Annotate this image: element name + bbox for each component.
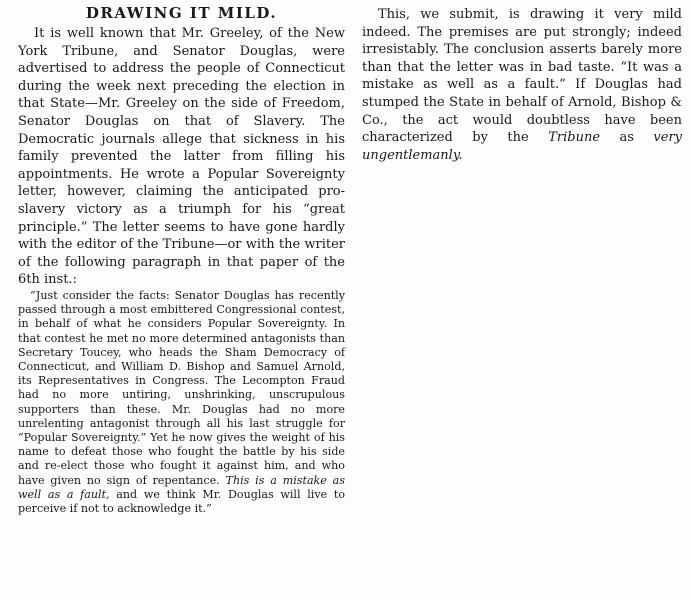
- article-headline: DRAWING IT MILD.: [85, 4, 278, 22]
- paragraph-2-text: This, we submit, is drawing it very mild indeed. The premises are put strongly; indeed irresistably. The conclusion asserts barely more than that the letter was in bad taste. “It was a mistake as well as a fault.” If Douglas had stumped the State in behalf of Arnold, Bishop & Co., the act would doubtless have been characterized by the: [362, 7, 682, 146]
- left-column: [18, 0, 345, 516]
- quote-text: “Just consider the facts: Senator Douglas has recently passed through a most embittered Congressional contest, in behalf of what he considers Popular Sovereignty. In that contest he met no more determined antagonists than Secretary Toucey, who heads the Sham Democracy of Connecticut, and William D. Bishop and Samuel Arnold, its Representatives in Congress. The Lecompton Fraud had no more untiring, unshrinking, unscrupulous supporters than these. Mr. Douglas had no more unrelenting antagonist through all his last struggle for “Popular Sovereignty.” Yet he now gives the weight of his name to defeat those who fought the battle by his side and re-elect those who fought it against him, and who have given no sign of repentance.: [18, 288, 345, 487]
- paragraph-2-connector: as: [619, 130, 634, 146]
- tribune-italic: Tribune: [548, 130, 601, 146]
- very-ungentlemanly-italic: very ungentlemanly.: [362, 130, 683, 163]
- tribune-quote: [18, 289, 345, 516]
- article-paragraph-2: [362, 6, 682, 164]
- right-column: [362, 6, 682, 164]
- quote-ending: and we think Mr. Douglas will live to perceive if not to acknowledge it.”: [18, 487, 345, 515]
- quote-italic-phrase: This is a mistake as well as a fault,: [18, 473, 345, 501]
- article-paragraph-1: It is well known that Mr. Greeley, of the New York Tribune, and Senator Douglas, were advertised to address the people of Connecticut during the week next preceding the election in that State—Mr. Greeley on the side of Freedom, Senator Douglas on that of Slavery. The Democratic journals allege that sickness in his family prevented the latter from filling his appointments. He wrote a Popular Sovereignty letter, however, claiming the anticipated pro-slavery victory as a triumph for his “great principle.” The letter seems to have gone hardly with the editor of the Tribune—or with the writer of the following paragraph in that paper of the 6th inst.:: [18, 26, 345, 288]
